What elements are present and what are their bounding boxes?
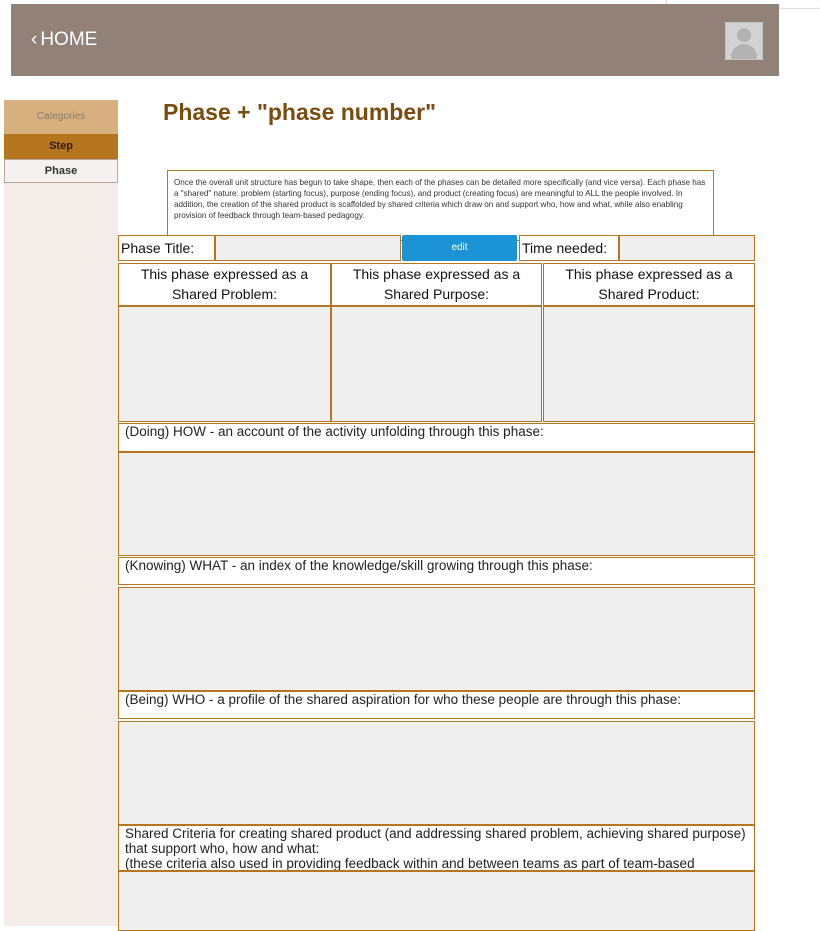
shared-product-field[interactable] xyxy=(543,306,755,422)
home-label: HOME xyxy=(40,29,98,50)
shared-criteria-label: Shared Criteria for creating shared product (and addressing shared problem, achieving shared purpose) that support who, how and what: (these criteria also used in providing feedback within and between teams as part of team-based xyxy=(118,825,755,871)
chevron-left-icon: ‹ xyxy=(31,29,38,50)
avatar-body-shape xyxy=(731,44,757,60)
shared-purpose-heading: This phase expressed as a Shared Purpose: xyxy=(331,263,542,306)
how-field[interactable] xyxy=(118,452,755,556)
avatar-head-shape xyxy=(737,28,751,42)
who-label: (Being) WHO - a profile of the shared aspiration for who these people are through this phase: xyxy=(118,691,755,719)
shared-problem-heading: This phase expressed as a Shared Problem: xyxy=(118,263,331,306)
sidebar xyxy=(4,100,118,926)
phase-title-label: Phase Title: xyxy=(118,235,215,261)
sidebar-categories-heading: Categories xyxy=(4,100,118,134)
sidebar-item-phase[interactable]: Phase xyxy=(4,159,118,183)
home-link[interactable] xyxy=(31,29,97,51)
intro-text: Once the overall unit structure has begun to take shape, then each of the phases can be detailed more specifically (and vice versa). Each phase has a "shared" nature: problem (starting focus), purpose (ending focus), and product (creating focus) are meaningful to ALL the people involved. In addition, the creation of the shared product is scaffolded by shared criteria which draw on and support who, how and what, while also enabling provision of feedback through team-based pedagogy. xyxy=(167,170,714,241)
page-title: Phase + "phase number" xyxy=(163,99,436,125)
sidebar-item-step[interactable]: Step xyxy=(4,134,118,159)
who-field[interactable] xyxy=(118,721,755,825)
shared-criteria-field[interactable] xyxy=(118,871,755,931)
time-needed-label: Time needed: xyxy=(519,235,619,261)
shared-product-heading: This phase expressed as a Shared Product: xyxy=(543,263,755,306)
edit-button[interactable]: edit xyxy=(402,235,517,261)
how-label: (Doing) HOW - an account of the activity unfolding through this phase: xyxy=(118,423,755,452)
app-header xyxy=(11,4,779,76)
shared-problem-field[interactable] xyxy=(118,306,331,422)
user-avatar[interactable] xyxy=(725,22,763,60)
what-label: (Knowing) WHAT - an index of the knowledge/skill growing through this phase: xyxy=(118,557,755,585)
shared-purpose-field[interactable] xyxy=(331,306,542,422)
time-needed-field[interactable] xyxy=(619,235,755,261)
phase-title-field[interactable] xyxy=(215,235,401,261)
what-field[interactable] xyxy=(118,587,755,691)
